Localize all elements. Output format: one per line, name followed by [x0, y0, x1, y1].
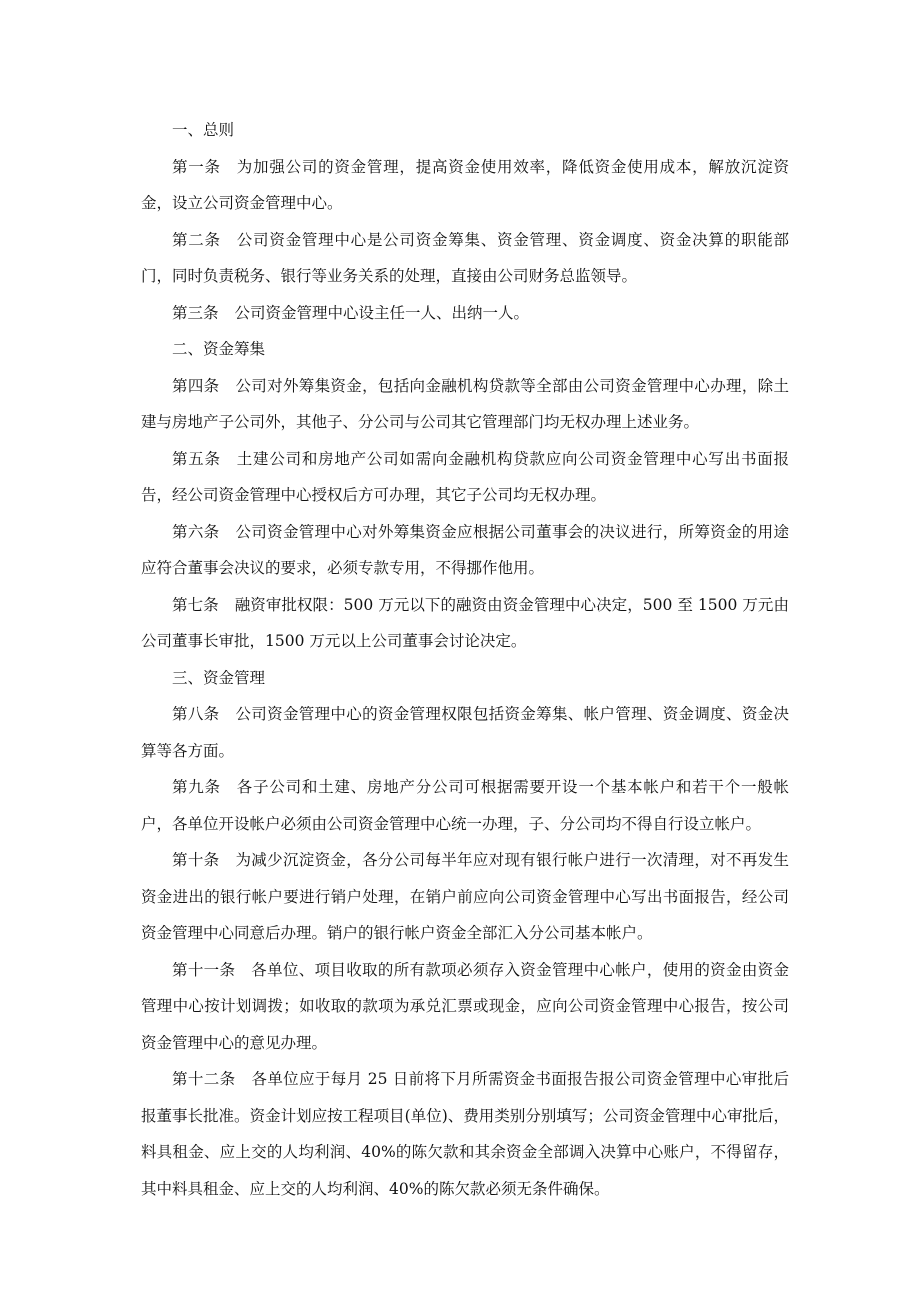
article-2: [141, 222, 789, 295]
article-label: 第四条: [172, 376, 220, 395]
article-text: 公司资金管理中心对外筹集资金应根据公司董事会的决议进行，所筹资金的用途应符合董事会决议的要求，必须专款专用，不得挪作他用。: [141, 522, 789, 577]
section-heading: 二、资金筹集: [172, 340, 266, 358]
article-label: 第九条: [172, 778, 221, 796]
article-11: [141, 952, 789, 1062]
article-8: [141, 696, 789, 769]
article-text: 土建公司和房地产公司如需向金融机构贷款应向公司资金管理中心写出书面报告，经公司资金管理中心授权后方可办理，其它子公司均无权办理。: [141, 449, 789, 504]
section-heading: 三、资金管理: [172, 668, 266, 687]
article-label: 第二条: [172, 230, 221, 249]
article-label: 第十一条: [172, 960, 236, 979]
article-label: 第一条: [172, 157, 221, 176]
article-label: 第十条: [172, 851, 220, 869]
article-4: [141, 368, 789, 441]
article-label: 第十二条: [172, 1070, 236, 1088]
article-label: 第八条: [172, 705, 220, 723]
article-9: [141, 769, 789, 842]
article-text: 融资审批权限：500 万元以下的融资由资金管理中心决定，500 至 1500 万元由公司董事长审批，1500 万元以上公司董事会讨论决定。: [141, 595, 789, 650]
article-text: 为加强公司的资金管理，提高资金使用效率，降低资金使用成本，解放沉淀资金，设立公司资金管理中心。: [141, 157, 789, 212]
article-label: 第六条: [172, 522, 220, 541]
article-text: 公司资金管理中心是公司资金筹集、资金管理、资金调度、资金决算的职能部门，同时负责税务、银行等业务关系的处理，直接由公司财务总监领导。: [141, 230, 789, 285]
article-label: 第五条: [172, 449, 221, 468]
article-label: 第三条: [172, 303, 219, 322]
article-text: 各单位、项目收取的所有款项必须存入资金管理中心帐户，使用的资金由资金管理中心按计划调拨；如收取的款项为承兑汇票或现金，应向公司资金管理中心报告，按公司资金管理中心的意见办理。: [141, 960, 789, 1052]
article-label: 第七条: [172, 595, 219, 614]
article-text: 公司对外筹集资金，包括向金融机构贷款等全部由公司资金管理中心办理，除土建与房地产子公司外，其他子、分公司与公司其它管理部门均无权办理上述业务。: [141, 376, 789, 431]
article-5: [141, 441, 789, 514]
article-text: 公司资金管理中心的资金管理权限包括资金筹集、帐户管理、资金调度、资金决算等各方面。: [141, 705, 789, 760]
article-text: 各子公司和土建、房地产分公司可根据需要开设一个基本帐户和若干个一般帐户，各单位开设帐户必须由公司资金管理中心统一办理，子、分公司均不得自行设立帐户。: [141, 778, 789, 833]
article-3: [141, 295, 789, 332]
article-10: [141, 842, 789, 952]
article-text: 各单位应于每月 25 日前将下月所需资金书面报告报公司资金管理中心审批后报董事长批准。资金计划应按工程项目(单位)、费用类别分别填写；公司资金管理中心审批后，料具租金、应上交的人均利润、40%的陈欠款和其余资金全部调入决算中心账户，不得留存，其中料具租金、应上交的人均利润、40%的陈欠款必须无条件确保。: [141, 1070, 789, 1198]
article-text: 为减少沉淀资金，各分公司每半年应对现有银行帐户进行一次清理，对不再发生资金进出的银行帐户要进行销户处理，在销户前应向公司资金管理中心写出书面报告，经公司资金管理中心同意后办理。销户的银行帐户资金全部汇入分公司基本帐户。: [141, 851, 789, 942]
article-text: 公司资金管理中心设主任一人、出纳一人。: [234, 303, 530, 322]
document-page: [141, 112, 789, 1207]
article-6: [141, 514, 789, 587]
article-7: [141, 587, 789, 660]
article-1: [141, 149, 789, 222]
section-heading: 一、总则: [172, 121, 235, 139]
article-12: [141, 1061, 789, 1207]
